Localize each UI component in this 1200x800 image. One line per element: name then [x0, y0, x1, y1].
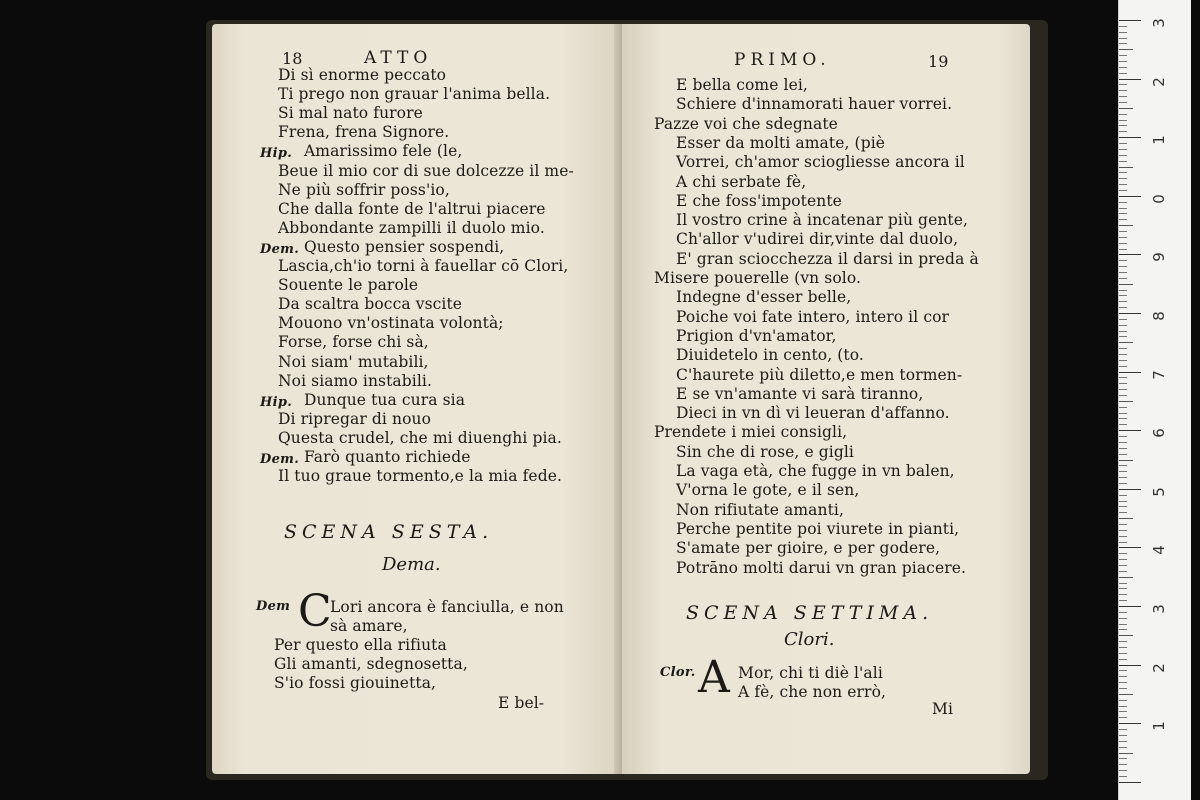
ruler-tick — [1119, 665, 1141, 666]
ruler-tick — [1119, 448, 1127, 449]
ruler-number: 5 — [1150, 487, 1168, 497]
ruler-tick — [1119, 336, 1127, 337]
ruler-tick — [1119, 588, 1127, 589]
ruler-tick — [1119, 670, 1127, 671]
verse-line: Mor, chi ti diè l'ali — [738, 664, 883, 682]
verse-line: A chi serbate fè, — [676, 172, 807, 191]
ruler-number: 7 — [1150, 369, 1168, 380]
left-page-header: ATTO — [364, 48, 433, 68]
verse-line: E bella come lei, — [676, 76, 808, 94]
ruler-tick — [1119, 501, 1127, 502]
ruler-number: 2 — [1150, 662, 1168, 673]
ruler-tick — [1119, 131, 1127, 132]
ruler-tick — [1119, 489, 1141, 490]
verse-line: Beue il mio cor di sue dolcezze il me- — [278, 161, 574, 180]
ruler-tick — [1119, 723, 1141, 724]
verse-line: Lascia,ch'io torni à fauellar cō Clori, — [278, 257, 569, 275]
ruler-tick — [1119, 67, 1127, 68]
ruler-number: 6 — [1150, 428, 1168, 438]
ruler-tick — [1119, 571, 1127, 572]
ruler-tick — [1119, 418, 1127, 419]
verse-line: Forse, forse chi sà, — [278, 333, 429, 352]
verse-line: E' gran sciocchezza il darsi in preda à — [676, 249, 979, 268]
ruler-tick — [1119, 565, 1127, 566]
ruler-tick — [1119, 653, 1127, 654]
ruler-tick — [1119, 711, 1127, 712]
speaker-label: Dem — [256, 599, 291, 614]
verse-line: Noi siamo instabili. — [278, 371, 432, 390]
ruler-tick — [1119, 547, 1141, 548]
ruler-tick — [1119, 629, 1127, 630]
ruler-tick — [1119, 79, 1141, 80]
verse-line: Sin che di rose, e gigli — [676, 442, 854, 461]
verse-line: Dieci in vn dì vi leueran d'affanno. — [676, 404, 950, 423]
ruler-tick — [1119, 430, 1141, 431]
right-page-number: 19 — [928, 52, 949, 71]
ruler-tick — [1119, 377, 1127, 378]
ruler-tick — [1119, 594, 1127, 595]
ruler-tick — [1119, 366, 1127, 367]
verse-line: Perche pentite poi viurete in pianti, — [676, 519, 960, 538]
verse-line: sà amare, — [330, 617, 408, 635]
ruler-tick — [1119, 753, 1133, 754]
ruler-tick — [1119, 272, 1127, 273]
ruler-tick — [1119, 688, 1127, 689]
verse-line: S'amate per gioire, e per godere, — [676, 539, 941, 558]
verse-line: V'orna le gote, e il sen, — [676, 481, 860, 500]
ruler-tick — [1119, 676, 1127, 677]
scene-title-settima: SCENA SETTIMA. — [686, 602, 934, 624]
drop-cap: A — [698, 652, 730, 703]
ruler-tick — [1119, 512, 1127, 513]
ruler-tick — [1119, 758, 1127, 759]
verse-line: Souente le parole — [278, 276, 419, 295]
ruler-tick — [1119, 108, 1133, 109]
ruler-tick — [1119, 284, 1133, 285]
ruler-tick — [1119, 495, 1127, 496]
ruler-tick — [1119, 524, 1127, 525]
verse-line: Noi siam' mutabili, — [278, 352, 429, 371]
ruler-tick — [1119, 401, 1133, 402]
ruler-number: 4 — [1150, 545, 1168, 556]
ruler-tick — [1119, 706, 1127, 707]
ruler-tick — [1119, 471, 1127, 472]
ruler-tick — [1119, 770, 1127, 771]
left-page-number: 18 — [282, 49, 303, 68]
ruler-tick — [1119, 20, 1141, 21]
ruler-tick — [1119, 278, 1127, 279]
ruler-tick — [1119, 483, 1127, 484]
verse-line: E se vn'amante vi sarà tiranno, — [676, 384, 924, 403]
ruler-tick — [1119, 155, 1127, 156]
ruler-tick — [1119, 184, 1127, 185]
verse-line: Ne più soffrir poss'io, — [278, 180, 450, 199]
ruler-tick — [1119, 389, 1127, 390]
ruler-tick — [1119, 354, 1127, 355]
ruler-number: 2 — [1150, 76, 1168, 87]
catchword: Mi — [932, 700, 954, 718]
ruler-tick — [1119, 167, 1133, 168]
right-page-header: PRIMO. — [734, 50, 831, 70]
speaker-label: Hip. — [260, 146, 293, 162]
verse-line: Il tuo graue tormento,e la mia fede. — [278, 467, 563, 486]
verse-line: Amarissimo fele (le, — [304, 142, 463, 161]
ruler-tick — [1119, 49, 1133, 50]
verse-line: Di sì enorme peccato — [278, 66, 447, 84]
ruler-tick — [1119, 635, 1133, 636]
ruler-tick — [1119, 43, 1127, 44]
ruler-tick — [1119, 764, 1127, 765]
verse-line: S'io fossi giouinetta, — [274, 674, 437, 692]
verse-line: E che foss'impotente — [676, 191, 842, 210]
scene-title-sesta: SCENA SESTA. — [284, 521, 494, 543]
ruler-tick — [1119, 624, 1127, 625]
verse-line: Ch'allor v'udirei dir,vinte dal duolo, — [676, 230, 959, 249]
verse-line: Vorrei, ch'amor sciogliesse ancora il — [676, 153, 965, 172]
ruler-tick — [1119, 137, 1141, 138]
ruler-tick — [1119, 313, 1141, 314]
ruler-tick — [1119, 178, 1127, 179]
ruler-tick — [1119, 32, 1127, 33]
ruler-number: 1 — [1150, 721, 1168, 731]
verse-line: Mouono vn'ostinata volontà; — [278, 314, 504, 333]
ruler-tick — [1119, 559, 1127, 560]
verse-line: Abbondante zampilli il duolo mio. — [278, 218, 545, 237]
verse-line: Prigion d'vn'amator, — [676, 326, 837, 345]
ruler-tick — [1119, 372, 1141, 373]
ruler-tick — [1119, 729, 1127, 730]
ruler-tick — [1119, 424, 1127, 425]
ruler-number: 9 — [1150, 252, 1168, 263]
ruler-tick — [1119, 747, 1127, 748]
verse-line: Il vostro crine à incatenar più gente, — [676, 211, 969, 230]
ruler-tick — [1119, 125, 1127, 126]
speaker-label: Clor. — [660, 665, 696, 680]
ruler-tick — [1119, 641, 1127, 642]
verse-line: Dunque tua cura sia — [304, 390, 466, 409]
ruler-tick — [1119, 606, 1141, 607]
ruler-tick — [1119, 114, 1127, 115]
speaker-label: Dem. — [260, 241, 300, 257]
ruler-tick — [1119, 295, 1127, 296]
verse-line: Da scaltra bocca vscite — [278, 295, 463, 314]
verse-line: Per questo ella rifiuta — [274, 636, 447, 654]
ruler-tick — [1119, 26, 1127, 27]
ruler-tick — [1119, 120, 1127, 121]
ruler-tick — [1119, 290, 1127, 291]
ruler-tick — [1119, 465, 1127, 466]
ruler-tick — [1119, 460, 1133, 461]
measurement-ruler — [1118, 0, 1191, 800]
ruler-tick — [1119, 383, 1127, 384]
ruler-tick — [1119, 149, 1127, 150]
ruler-tick — [1119, 190, 1127, 191]
ruler-tick — [1119, 583, 1127, 584]
verse-line: Indegne d'esser belle, — [676, 288, 852, 307]
ruler-tick — [1119, 331, 1127, 332]
ruler-tick — [1119, 659, 1127, 660]
ruler-tick — [1119, 237, 1127, 238]
verse-line: Questo pensier sospendi, — [304, 237, 505, 256]
ruler-number: 3 — [1150, 18, 1168, 28]
ruler-tick — [1119, 682, 1127, 683]
verse-line: Potrāno molti darui vn gran piacere. — [676, 558, 967, 577]
ruler-tick — [1119, 231, 1127, 232]
ruler-tick — [1119, 325, 1127, 326]
ruler-tick — [1119, 776, 1127, 777]
ruler-tick — [1119, 213, 1127, 214]
ruler-tick — [1119, 782, 1141, 783]
ruler-tick — [1119, 38, 1127, 39]
ruler-tick — [1119, 102, 1127, 103]
ruler-tick — [1119, 90, 1127, 91]
speaker-label: Hip. — [260, 394, 293, 410]
ruler-tick — [1119, 61, 1127, 62]
scene-person-clori: Clori. — [784, 629, 835, 650]
verse-line: Di ripregar di nouo — [278, 409, 432, 428]
verse-line: Misere pouerelle (vn solo. — [654, 269, 862, 287]
ruler-tick — [1119, 395, 1127, 396]
ruler-tick — [1119, 542, 1127, 543]
ruler-tick — [1119, 143, 1127, 144]
ruler-tick — [1119, 530, 1127, 531]
ruler-tick — [1119, 254, 1141, 255]
ruler-tick — [1119, 96, 1127, 97]
ruler-tick — [1119, 735, 1127, 736]
ruler-tick — [1119, 553, 1127, 554]
ruler-number: 3 — [1150, 604, 1168, 614]
ruler-tick — [1119, 436, 1127, 437]
ruler-tick — [1119, 161, 1127, 162]
verse-line: Ti prego non grauar l'anima bella. — [278, 85, 551, 104]
ruler-tick — [1119, 536, 1127, 537]
verse-line: Farò quanto richiede — [304, 448, 471, 466]
ruler-number: 0 — [1150, 194, 1168, 204]
verse-line: Si mal nato furore — [278, 104, 423, 123]
ruler-tick — [1119, 202, 1127, 203]
verse-line: Che dalla fonte de l'altrui piacere — [278, 199, 546, 218]
ruler-tick — [1119, 348, 1127, 349]
scene-person-dema: Dema. — [382, 554, 441, 575]
verse-line: Lori ancora è fanciulla, e non — [330, 598, 564, 616]
ruler-tick — [1119, 319, 1127, 320]
ruler-tick — [1119, 219, 1127, 220]
verse-line: Prendete i miei consigli, — [654, 423, 848, 442]
ruler-tick — [1119, 518, 1133, 519]
verse-line: La vaga età, che fugge in vn balen, — [676, 462, 955, 480]
verse-line: Pazze voi che sdegnate — [654, 114, 838, 133]
ruler-tick — [1119, 225, 1133, 226]
verse-line: Gli amanti, sdegnosetta, — [274, 655, 468, 673]
speaker-label: Dem. — [260, 452, 300, 467]
ruler-tick — [1119, 600, 1127, 601]
drop-cap: C — [298, 586, 332, 637]
ruler-tick — [1119, 694, 1133, 695]
ruler-tick — [1119, 577, 1133, 578]
ruler-tick — [1119, 454, 1127, 455]
verse-line: Esser da molti amate, (piè — [676, 133, 886, 152]
ruler-tick — [1119, 307, 1127, 308]
ruler-tick — [1119, 741, 1127, 742]
ruler-tick — [1119, 618, 1127, 619]
verse-line: Poiche voi fate intero, intero il cor — [676, 307, 950, 326]
ruler-number: 8 — [1150, 311, 1168, 321]
ruler-tick — [1119, 413, 1127, 414]
ruler-tick — [1119, 360, 1127, 361]
ruler-tick — [1119, 612, 1127, 613]
left-page — [212, 24, 622, 774]
catchword: E bel- — [498, 694, 545, 712]
ruler-tick — [1119, 301, 1127, 302]
verse-line: Schiere d'innamorati hauer vorrei. — [676, 95, 953, 114]
ruler-tick — [1119, 172, 1127, 173]
ruler-tick — [1119, 266, 1127, 267]
ruler-tick — [1119, 249, 1127, 250]
ruler-tick — [1119, 73, 1127, 74]
ruler-tick — [1119, 84, 1127, 85]
ruler-tick — [1119, 342, 1133, 343]
ruler-tick — [1119, 196, 1141, 197]
verse-line: Diuidetelo in cento, (to. — [676, 346, 864, 365]
verse-line: Questa crudel, che mi diuenghi pia. — [278, 428, 562, 447]
ruler-tick — [1119, 506, 1127, 507]
verse-line: A fè, che non errò, — [738, 683, 887, 701]
verse-line: C'haurete più diletto,e men tormen- — [676, 365, 963, 384]
ruler-number: 1 — [1150, 135, 1168, 145]
ruler-tick — [1119, 55, 1127, 56]
ruler-tick — [1119, 260, 1127, 261]
right-page — [622, 24, 1030, 774]
ruler-tick — [1119, 243, 1127, 244]
ruler-tick — [1119, 700, 1127, 701]
verse-line: Frena, frena Signore. — [278, 123, 450, 142]
ruler-tick — [1119, 647, 1127, 648]
ruler-tick — [1119, 717, 1127, 718]
ruler-tick — [1119, 477, 1127, 478]
ruler-tick — [1119, 407, 1127, 408]
verse-line: Non rifiutate amanti, — [676, 500, 845, 519]
ruler-tick — [1119, 442, 1127, 443]
ruler-tick — [1119, 208, 1127, 209]
